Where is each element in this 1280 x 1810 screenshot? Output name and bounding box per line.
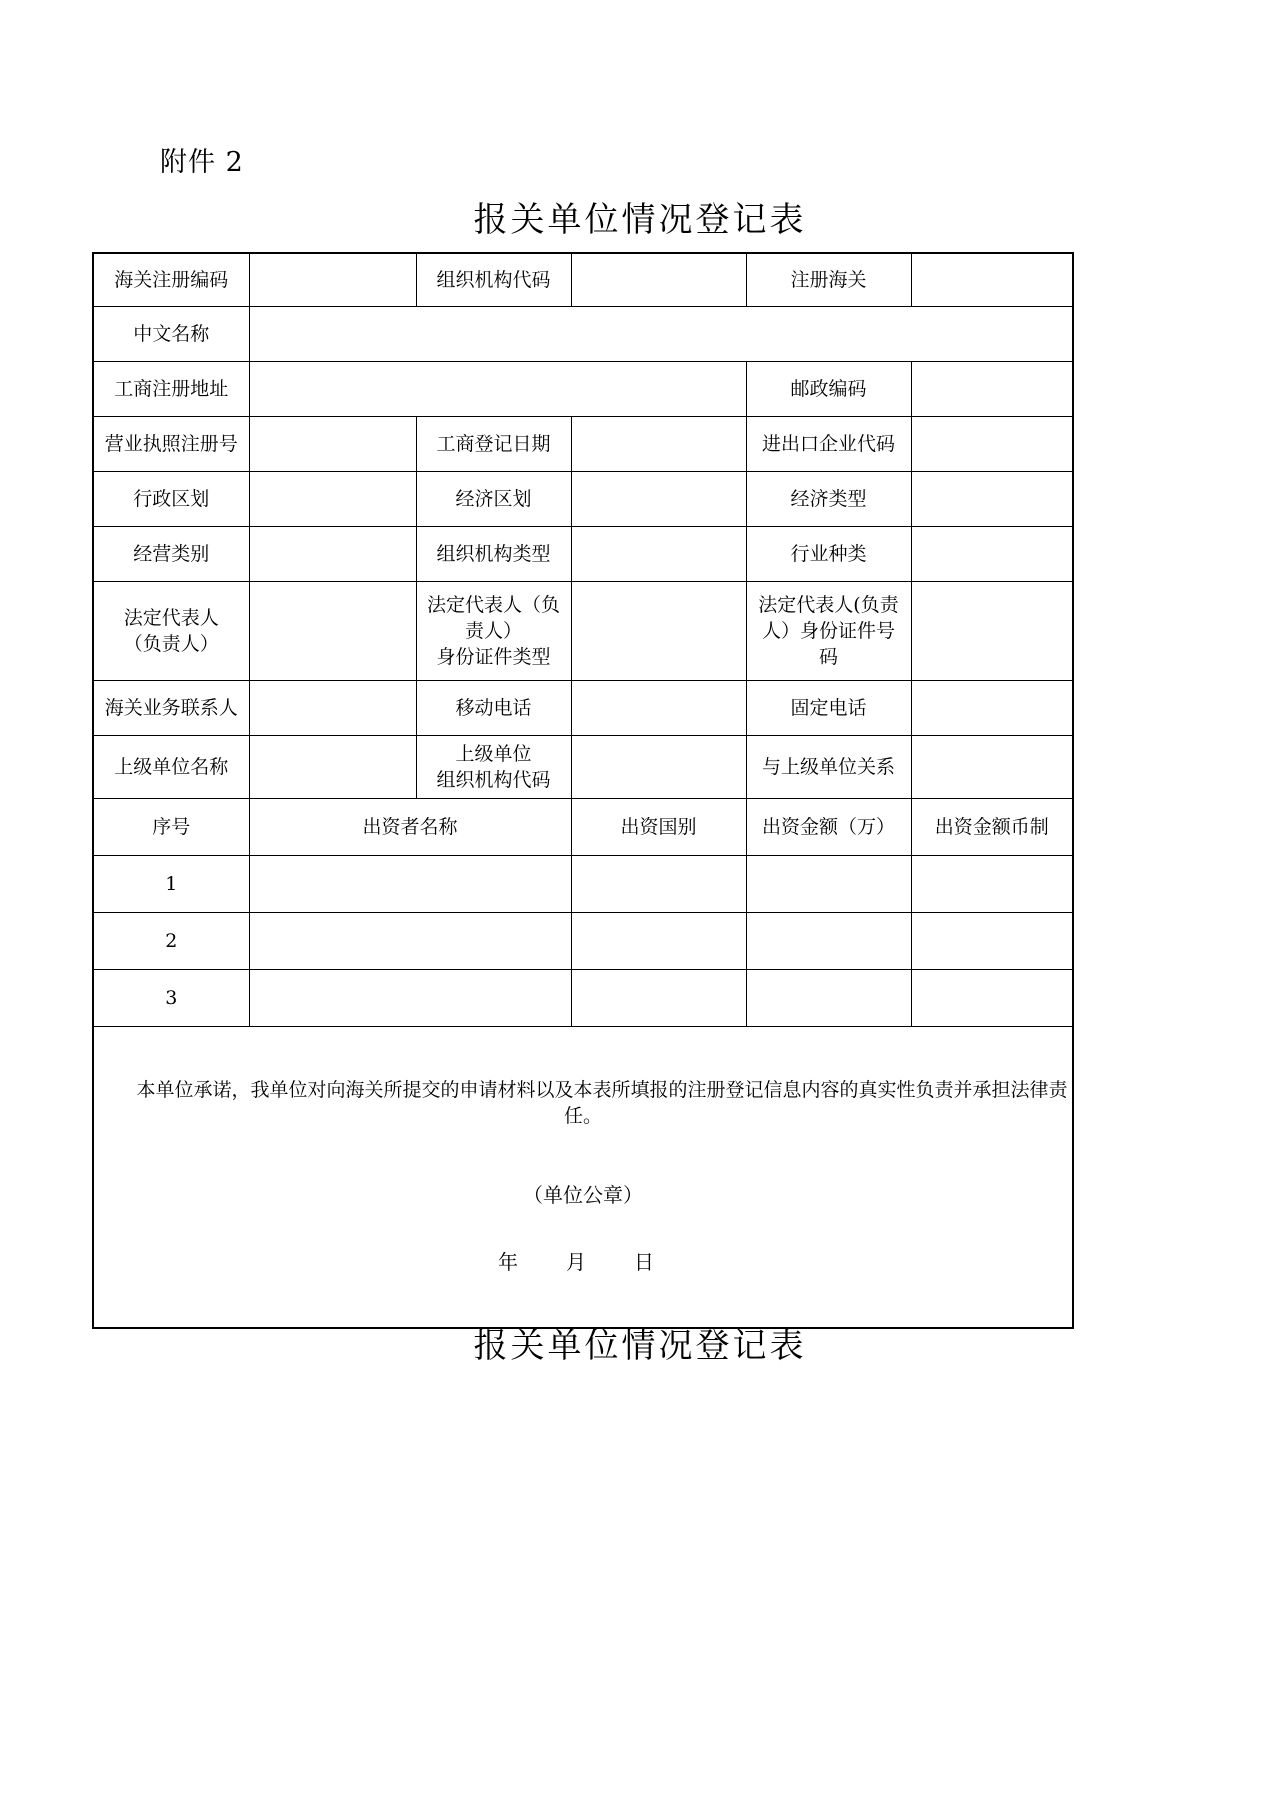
table-row (93, 362, 1073, 417)
table-row (93, 582, 1073, 681)
field-input-legal-rep[interactable] (249, 582, 416, 681)
field-label-parent-org-code (416, 736, 571, 799)
field-label-reg-customs: 注册海关 (746, 253, 911, 307)
field-input-parent-org-code[interactable] (571, 736, 746, 799)
field-label-mobile-phone: 移动电话 (416, 681, 571, 736)
investor-country-input[interactable] (571, 913, 746, 970)
field-label-import-export-code: 进出口企业代码 (746, 417, 911, 472)
table-row (93, 681, 1073, 736)
field-label-economic-type: 经济类型 (746, 472, 911, 527)
investor-header-row (93, 799, 1073, 856)
investor-country-input[interactable] (571, 970, 746, 1027)
field-label-chinese-name: 中文名称 (93, 307, 249, 362)
legal-rep-id-number-line2: 人）身份证件号 (761, 619, 895, 642)
investor-currency-input[interactable] (911, 856, 1073, 913)
investor-col-header-index: 序号 (93, 799, 249, 856)
investor-col-header-country: 出资国别 (571, 799, 746, 856)
table-row (93, 307, 1073, 362)
attachment-label: 附件 2 (160, 147, 244, 178)
investor-row (93, 970, 1073, 1027)
parent-org-code-line1: 上级单位 (455, 742, 532, 765)
company-seal-placeholder: （单位公章） (523, 1182, 643, 1207)
field-input-reg-customs[interactable] (911, 253, 1073, 307)
field-input-economic-division[interactable] (571, 472, 746, 527)
declaration-text: 本单位承诺，我单位对向海关所提交的申请材料以及本表所填报的注册登记信息内容的真实性负责并承担法律责任。 (136, 1079, 1068, 1128)
investor-index: 2 (93, 913, 249, 970)
investor-index: 1 (93, 856, 249, 913)
legal-rep-id-type-line3: 身份证件类型 (436, 646, 551, 669)
investor-col-header-amount: 出资金额（万） (746, 799, 911, 856)
field-label-customs-reg-code: 海关注册编码 (93, 253, 249, 307)
legal-rep-id-type-line2: 责人） (464, 619, 522, 642)
investor-index: 3 (93, 970, 249, 1027)
declaration-row (93, 1027, 1073, 1329)
field-label-parent-org-relation: 与上级单位关系 (746, 736, 911, 799)
legal-rep-label-line1: 法定代表人 (123, 606, 219, 629)
legal-rep-id-type-line1: 法定代表人（负 (426, 593, 560, 616)
investor-name-input[interactable] (249, 856, 571, 913)
investor-name-input[interactable] (249, 970, 571, 1027)
field-label-legal-rep-id-number (746, 582, 911, 681)
field-label-legal-rep (93, 582, 249, 681)
field-input-parent-org-name[interactable] (249, 736, 416, 799)
field-label-landline-phone: 固定电话 (746, 681, 911, 736)
field-label-economic-division: 经济区划 (416, 472, 571, 527)
investor-row (93, 913, 1073, 970)
field-label-parent-org-name: 上级单位名称 (93, 736, 249, 799)
field-input-industry-type[interactable] (911, 527, 1073, 582)
field-input-business-address[interactable] (249, 362, 746, 417)
table-row (93, 472, 1073, 527)
field-input-org-code[interactable] (571, 253, 746, 307)
page-title: 报关单位情况登记表 (473, 200, 807, 240)
field-input-mobile-phone[interactable] (571, 681, 746, 736)
registration-form (92, 252, 1072, 1329)
investor-col-header-currency: 出资金额币制 (911, 799, 1073, 856)
legal-rep-id-number-line1: 法定代表人(负责 (758, 593, 899, 616)
field-input-admin-division[interactable] (249, 472, 416, 527)
investor-row (93, 856, 1073, 913)
field-input-landline-phone[interactable] (911, 681, 1073, 736)
investor-country-input[interactable] (571, 856, 746, 913)
field-input-parent-org-relation[interactable] (911, 736, 1073, 799)
field-input-postal-code[interactable] (911, 362, 1073, 417)
investor-col-header-name: 出资者名称 (249, 799, 571, 856)
parent-org-code-line2: 组织机构代码 (436, 769, 551, 791)
field-label-postal-code: 邮政编码 (746, 362, 911, 417)
field-label-legal-rep-id-type (416, 582, 571, 681)
investor-name-input[interactable] (249, 913, 571, 970)
field-label-org-type: 组织机构类型 (416, 527, 571, 582)
field-input-business-category[interactable] (249, 527, 416, 582)
date-placeholder: 年 月 日 (498, 1250, 668, 1275)
field-label-license-number: 营业执照注册号 (93, 417, 249, 472)
field-input-org-type[interactable] (571, 527, 746, 582)
investor-amount-input[interactable] (746, 856, 911, 913)
legal-rep-id-number-line3: 码 (818, 646, 838, 669)
table-row (93, 527, 1073, 582)
field-input-legal-rep-id-type[interactable] (571, 582, 746, 681)
form-table (92, 252, 1074, 1329)
field-input-license-number[interactable] (249, 417, 416, 472)
field-input-registration-date[interactable] (571, 417, 746, 472)
investor-currency-input[interactable] (911, 913, 1073, 970)
field-input-customs-contact[interactable] (249, 681, 416, 736)
field-input-economic-type[interactable] (911, 472, 1073, 527)
field-label-admin-division: 行政区划 (93, 472, 249, 527)
field-label-industry-type: 行业种类 (746, 527, 911, 582)
declaration-cell (93, 1027, 1073, 1329)
table-row (93, 417, 1073, 472)
field-input-import-export-code[interactable] (911, 417, 1073, 472)
investor-amount-input[interactable] (746, 970, 911, 1027)
table-row (93, 253, 1073, 307)
legal-rep-label-line2: （负责人） (123, 633, 219, 655)
field-label-business-address: 工商注册地址 (93, 362, 249, 417)
field-label-business-category: 经营类别 (93, 527, 249, 582)
investor-amount-input[interactable] (746, 913, 911, 970)
investor-currency-input[interactable] (911, 970, 1073, 1027)
field-label-customs-contact: 海关业务联系人 (93, 681, 249, 736)
field-input-legal-rep-id-number[interactable] (911, 582, 1073, 681)
field-label-org-code: 组织机构代码 (416, 253, 571, 307)
field-input-customs-reg-code[interactable] (249, 253, 416, 307)
field-label-registration-date: 工商登记日期 (416, 417, 571, 472)
footer-title: 报关单位情况登记表 (473, 1326, 807, 1366)
table-row (93, 736, 1073, 799)
field-input-chinese-name[interactable] (249, 307, 1073, 362)
